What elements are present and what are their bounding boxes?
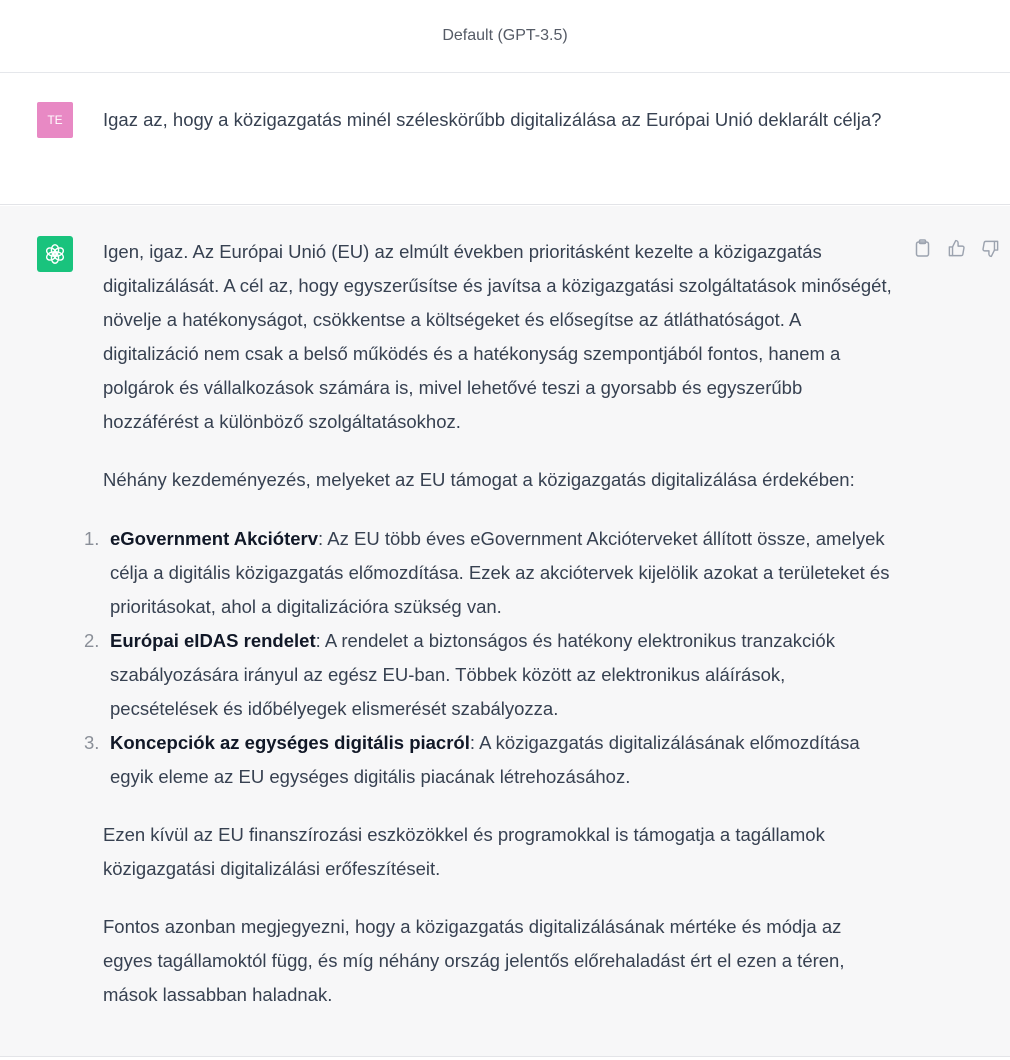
user-avatar [37,102,73,138]
assistant-message [0,206,1010,1057]
list-item-text: : Az EU több éves eGovernment Akcióterveket állított össze, amelyek célja a digitális közigazgatás előmozdítása. Ezek az akciótervek kijelölik azokat a területeket és prioritásokat, ahol a digitalizációra szükség van. [110,528,890,617]
initiative-list [84,522,893,794]
list-item-number: 2. [84,630,100,651]
clipboard-icon [914,239,931,257]
assistant-paragraph: Néhány kezdeményezés, melyeket az EU támogat a közigazgatás digitalizálása érdekében: [103,469,855,490]
openai-logo-icon [43,242,67,266]
list-item-title: Európai eIDAS rendelet [110,630,316,651]
assistant-paragraph: Ezen kívül az EU finanszírozási eszközökkel és programokkal is támogatja a tagállamok közigazgatási digitalizálási erőfeszítéseit. [103,824,825,879]
user-message [0,73,1010,205]
copy-button[interactable] [912,238,932,258]
assistant-paragraph: Fontos azonban megjegyezni, hogy a közigazgatás digitalizálásának mértéke és módja az egyes tagállamoktól függ, és míg néhány ország jelentős előrehaladást ért el ezen a téren, mások lassabban haladnak. [103,916,845,1005]
thumbs-up-icon [947,239,966,258]
assistant-avatar [37,236,73,272]
thumbs-down-button[interactable] [980,238,1000,258]
assistant-message-content [84,235,893,1012]
list-item-number: 3. [84,732,100,753]
list-item [84,522,893,624]
user-message-text: Igaz az, hogy a közigazgatás minél széleskörűbb digitalizálása az Európai Unió deklarált célja? [103,109,882,130]
message-actions [912,238,1000,258]
list-item [84,624,893,726]
list-item [84,726,893,794]
list-item-text: : A rendelet a biztonságos és hatékony elektronikus tranzakciók szabályozására irányul az egész EU-ban. Többek között az elektronikus aláírások, pecsételések és időbélyegek elismerését szabályozza. [110,630,835,719]
thumbs-up-button[interactable] [946,238,966,258]
thumbs-down-icon [981,239,1000,258]
user-avatar-initials: TE [47,113,63,127]
list-item-text: : A közigazgatás digitalizálásának előmozdítása egyik eleme az EU egységes digitális piacának létrehozásához. [110,732,860,787]
list-item-title: eGovernment Akcióterv [110,528,319,549]
model-label: Default (GPT-3.5) [442,27,568,44]
list-item-title: Koncepciók az egységes digitális piacról [110,732,470,753]
model-header [0,0,1010,73]
assistant-paragraph: Igen, igaz. Az Európai Unió (EU) az elmúlt években prioritásként kezelte a közigazgatás digitalizálását. A cél az, hogy egyszerűsítse és javítsa a közigazgatási szolgáltatások minőségét, növelje a hatékonyságot, csökkentse a költségeket és elősegítse az átláthatóságot. A digitalizáció nem csak a belső működés és a hatékonyság szempontjából fontos, hanem a polgárok és vállalkozások számára is, mivel lehetővé teszi a gyorsabb és egyszerűbb hozzáférést a különböző szolgáltatásokhoz. [103,241,892,432]
list-item-number: 1. [84,528,100,549]
